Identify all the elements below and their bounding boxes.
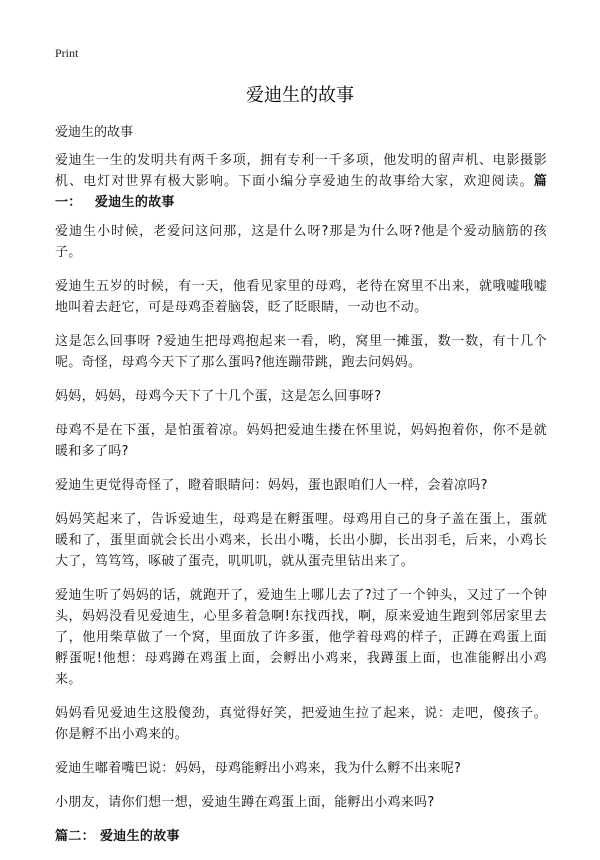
- paragraph-6: 爱迪生更觉得奇怪了，瞪着眼睛问：妈妈，蛋也跟咱们人一样，会着凉吗?: [55, 478, 488, 493]
- intro-text: 爱迪生一生的发明共有两千多项，拥有专利一千多项，他发明的留声机、电影摄影机、电灯对世界有极大影响。下面小编分享爱迪生的故事给大家，欢迎阅读。: [55, 153, 547, 189]
- paragraph-10: 爱迪生嘟着嘴巴说：妈妈，母鸡能孵出小鸡来，我为什么孵不出来呢?: [55, 761, 462, 776]
- paragraph-11: 小朋友，请你们想一想，爱迪生蹲在鸡蛋上面，能孵出小鸡来吗?: [55, 795, 435, 810]
- page-title: 爱迪生的故事: [246, 85, 354, 106]
- paragraph-2: 爱迪生五岁的时候，有一天，他看见家里的母鸡，老待在窝里不出来，就哦嘘哦嘘地叫着去赶它，可是母鸡歪着脑袋，眨了眨眼睛，一动也不动。: [55, 279, 547, 315]
- paragraph-3: 这是怎么回事呀 ?爱迪生把母鸡抱起来一看，哟，窝里一摊蛋，数一数，有十几个呢。奇怪，母鸡今天下了那么蛋吗?他连蹦带跳，跑去问妈妈。: [55, 334, 547, 370]
- paragraph-8: 爱迪生听了妈妈的话，就跑开了，爱迪生上哪儿去了?过了一个钟头，又过了一个钟头，妈妈没看见爱迪生，心里多着急啊!东找西找，啊，原来爱迪生跑到邻居家里去了，他用柴草做了一个窝，里面放了许多蛋，他学着母鸡的样子，正蹲在鸡蛋上面孵蛋呢!他想：母鸡蹲在鸡蛋上面，会孵出小鸡来，我蹲蛋上面，也准能孵出小鸡来。: [55, 588, 547, 687]
- paragraph-4: 妈妈，妈妈，母鸡今天下了十几个蛋，这是怎么回事呀?: [55, 389, 382, 404]
- section-1-number: 篇一：: [55, 174, 547, 210]
- section-1-title: 爱迪生的故事: [94, 195, 175, 210]
- paragraph-1: 爱迪生小时候，老爱问这问那，这是什么呀?那是为什么呀?他是个爱动脑筋的孩子。: [55, 224, 547, 260]
- section-2-title: 爱迪生的故事: [100, 829, 180, 844]
- article-body: [55, 150, 547, 860]
- print-label[interactable]: Print: [55, 46, 79, 60]
- section-2-heading: [55, 826, 547, 847]
- paragraph-9: 妈妈看见爱迪生这股傻劲，真觉得好笑，把爱迪生拉了起来，说：走吧，傻孩子。你是孵不出小鸡来的。: [55, 706, 547, 742]
- document-subtitle: 爱迪生的故事: [55, 125, 134, 140]
- paragraph-7: 妈妈笑起来了，告诉爱迪生，母鸡是在孵蛋哩。母鸡用自己的身子盖在蛋上，蛋就暖和了，蛋里面就会长出小鸡来，长出小嘴，长出小脚，长出羽毛，后来，小鸡长大了，笃笃笃，啄破了蛋壳，叽叽叽，就从蛋壳里钻出来了。: [55, 512, 547, 569]
- intro-paragraph: [55, 150, 547, 213]
- section-2-number: 篇二：: [55, 829, 95, 844]
- paragraph-5: 母鸡不是在下蛋，是怕蛋着凉。妈妈把爱迪生搂在怀里说，妈妈抱着你，你不是就暖和多了吗?: [55, 423, 547, 459]
